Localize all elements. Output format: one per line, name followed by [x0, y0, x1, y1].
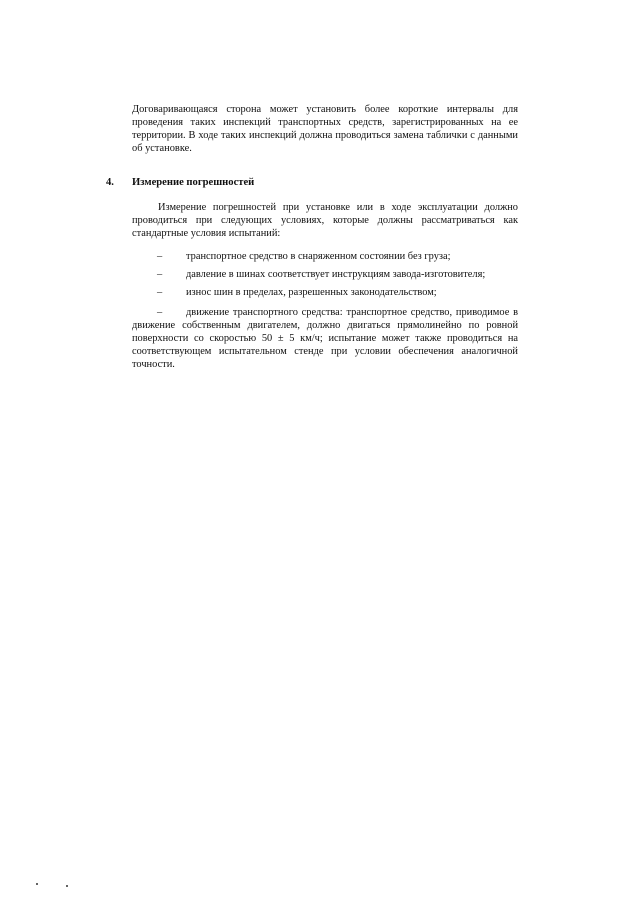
list-dash: – — [157, 307, 163, 318]
section-number: 4. — [106, 177, 114, 188]
list-dash: – — [157, 251, 163, 262]
list-item-text: износ шин в пределах, разрешенных законодательством; — [186, 287, 437, 298]
scan-speck — [66, 885, 68, 887]
list-item-text: транспортное средство в снаряженном состоянии без груза; — [186, 251, 451, 262]
motion-paragraph-text: движение транспортного средства: транспортное средство, приводимое в движение собственным двигателем, должно двигаться прямолинейно по ровной поверхности со скоростью 50 ± 5 км/ч; испытание может также проводиться на соответствующем испытательном стенде при условии обеспечения аналогичной точности. — [132, 307, 518, 370]
intro-paragraph: Договаривающаяся сторона может установить более короткие интервалы для проведения таких инспекций транспортных средств, зарегистрированных на ее территории. В ходе таких инспекций должна проводиться замена таблички с данными об установке. — [132, 104, 518, 154]
section-title: Измерение погрешностей — [132, 177, 255, 188]
scan-speck — [36, 883, 38, 885]
conditions-paragraph: Измерение погрешностей при установке или в ходе эксплуатации должно проводиться при следующих условиях, которые должны рассматриваться как стандартные условия испытаний: — [132, 202, 518, 239]
list-item-text: давление в шинах соответствует инструкциям завода-изготовителя; — [186, 269, 486, 280]
list-dash: – — [157, 287, 163, 298]
list-dash: – — [157, 269, 163, 280]
motion-paragraph — [132, 306, 518, 371]
